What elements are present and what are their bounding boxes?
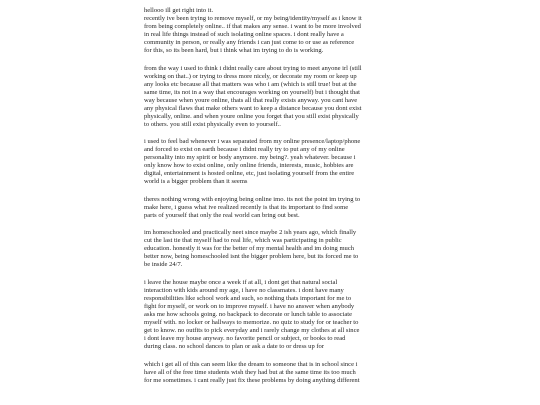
text-line: digital, entertainment is hosted online, etc, just isolating yourself from the entire xyxy=(144,170,355,178)
text-line: i leave the house maybe once a week if at all, i dont get that natural social xyxy=(144,278,338,286)
text-line: im homeschooled and practically neet since maybe 2 ish years ago, which finally xyxy=(144,229,357,237)
text-line: interaction with kids around my age, i have no classmates. i dont have many xyxy=(144,286,344,294)
text-line: fight for myself, or work on to improve myself. i have no answer when anybody xyxy=(144,302,355,310)
text-line: way because when youre online, thats all that really exists anyway. you cant have xyxy=(144,96,358,104)
text-line: i dont leave my house anyway. no favorite pencil or subject, or books to read xyxy=(144,334,346,342)
text-line: myself with. no locker or hallways to memorize. no quiz to study for or teacher to xyxy=(144,318,359,326)
text-line: get to know. no outfits to pick everyday and i rarely change my clothes at all since xyxy=(144,326,360,334)
text-line: have all of the free time students wish they had but at the same time its too much xyxy=(144,368,356,376)
text-line: personality into my spirit or body anymore. my being?. yeah whatever. because i xyxy=(144,154,356,162)
paragraph xyxy=(144,279,402,351)
text-line: for this, so its been hard, but i think what im trying to do is working. xyxy=(144,47,324,54)
paragraph xyxy=(144,361,402,385)
text-line: any looks etc because all that matters was who i am (which is still true! but at the xyxy=(144,80,357,88)
text-line: physically, online. and when youre online you forget that you still exist physically xyxy=(144,112,359,120)
text-line: which i get all of this can seem like the dream to someone that is in school since i xyxy=(144,360,358,368)
text-line: for me sometimes. i cant really just fix these problems by doing anything different xyxy=(144,376,360,384)
paragraph xyxy=(144,65,402,129)
text-line: working on that..) or trying to dress more nicely, or decorate my room or keep up xyxy=(144,72,357,80)
text-line: theres nothing wrong with enjoying being online imo. its not the point im trying to xyxy=(144,195,361,203)
text-line: education. honestly it was for the better of my mental health and im doing much xyxy=(144,245,354,253)
text-line: from being completely online.. if that makes any sense. i want to be more involved xyxy=(144,23,361,30)
text-line: in real life things instead of such isolating online spaces. i dont really have a xyxy=(144,31,344,38)
text-line: any physical flaws that make others want to keep a distance because you dont exist xyxy=(144,104,362,112)
text-line: make here, i guess what ive realized recently is that its important to find some xyxy=(144,203,349,211)
text-line: cut the last tie that myself had to real life, which was participating in public xyxy=(144,237,342,245)
text-line: to others. you still exist physically even to yourself.. xyxy=(144,120,281,128)
text-line: same time, its not in a way that encourages working on yourself) but i thought that xyxy=(144,88,361,96)
text-line: community in person, or really any friends i can just come to or use as reference xyxy=(144,39,355,46)
text-line: responsibilities like school work and such, so nothing thats important for me to xyxy=(144,294,352,302)
text-line: from the way i used to think i didnt really care about trying to meet anyone irl (still xyxy=(144,64,362,72)
text-line: during class. no school dances to plan or ask a date to or dress up for xyxy=(144,342,324,350)
text-line: world is a bigger problem than it seems xyxy=(144,178,248,186)
text-line: only know how to exist online, only online friends, interests, music, hobbies are xyxy=(144,162,354,170)
text-line: recently ive been trying to remove myself, or my being/identity/myself as i know it xyxy=(144,15,362,22)
text-line: i used to feel bad whenever i was separated from my online presence/laptop/phone xyxy=(144,138,361,146)
paragraph xyxy=(144,138,402,186)
text-line: parts of yourself that only the real world can bring out best. xyxy=(144,211,300,219)
text-line: better now, being homeschooled isnt the bigger problem here, but its forced me to xyxy=(144,253,359,261)
text-line: hellooo ill get right into it. xyxy=(144,7,214,14)
text-line: asks me how schools going. no backpack to decorate or lunch table to associate xyxy=(144,310,352,318)
paragraph xyxy=(144,196,402,220)
text-line: and forced to exist on earth because i didnt really try to put any of my online xyxy=(144,146,345,154)
paragraph xyxy=(144,7,402,55)
document-page xyxy=(144,7,402,394)
paragraph xyxy=(144,229,402,269)
text-line: be inside 24/7. xyxy=(144,261,183,269)
